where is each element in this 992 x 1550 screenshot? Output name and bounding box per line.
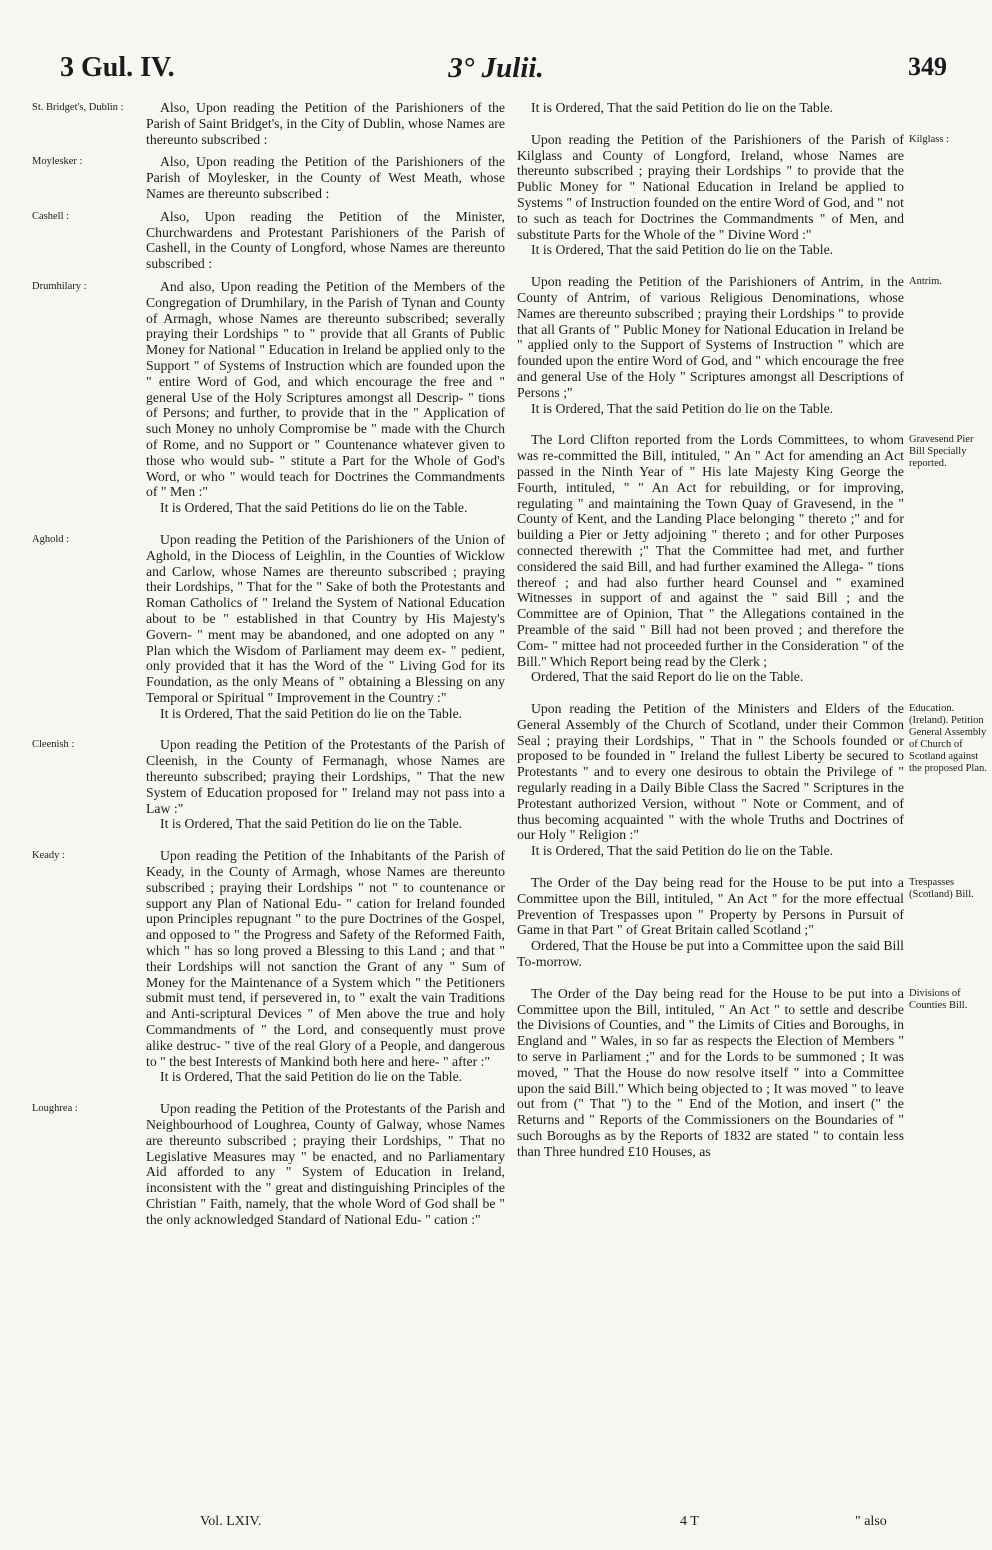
entry-text: Also, Upon reading the Petition of the Parishioners of the Parish of Saint Bridget's, in the City of Dublin, whose Names are thereunto subscribed : xyxy=(146,100,505,147)
entry-st-bridgets xyxy=(32,100,505,147)
entry-moylesker xyxy=(32,154,505,201)
margin-note: Cleenish : xyxy=(32,739,75,751)
margin-note: Kilglass : xyxy=(909,133,949,145)
entry-text: The Order of the Day being read for the House to be put into a Committee upon the Bill, intituled, " An Act " to settle and describe the Divisions of Counties, and " the Limits of Cities and Boroughs, in England and " Wales, in so far as respects the Election of Members " to serve in Parliament ;" and for the Lords to be summoned ; It was moved, " That the House do now resolve itself " into a Committee upon the said Bill." Which being objected to ; It was moved " to leave out from (" That ") to the " End of the Motion, and insert (" the Returns and " Reports of the Commissioners on the Boundaries of " such Boroughs as by the Reports of 1832 are stated " to contain less than Three hundred £10 Houses, as xyxy=(517,985,904,1159)
margin-note: Cashell : xyxy=(32,210,70,222)
right-column xyxy=(517,100,987,1176)
margin-note: Gravesend Pier Bill Specially reported. xyxy=(909,434,974,470)
entry-education-scotland xyxy=(517,701,987,859)
entry-text: The Lord Clifton reported from the Lords Committees, to whom was re-committed the Bill, intituled, " An " Act for amending an Act passed in the Ninth Year of " His late Majesty King George the Fourth, intituled, " " An Act for rebuilding, or for improving, regulating " and maintaining the Town Quay of Gravesend, in the " County of Kent, and the Landing Place belonging " thereto ;" and for building a Pier or Jetty adjoining " thereto ; and for other Purposes connected therewith ;" That the Committee had met, and further considered the said Bill, and had further examined the Allega- " tions thereof ; and had also further heard Counsel and " examined Witnesses in support of and against the " said Bill ; and the Committee are of Opinion, That " the Allegations contained in the Preamble of the said " Bill had not been proved ; and therefore the Com- " mittee had not proceeded further in the Consideration " of the Bill." Which Report being read by the Clerk ; xyxy=(517,432,904,669)
ordered-line: It is Ordered, That the said Petition do lie on the Table. xyxy=(160,705,463,721)
ordered-line: It is Ordered, That the said Petition do lie on the Table. xyxy=(531,100,834,115)
page-header-date: 3° Julii. xyxy=(448,52,544,84)
margin-note: St. Bridget's, Dublin : xyxy=(32,102,124,113)
margin-note: Trespasses (Scotland) Bill. xyxy=(909,877,974,901)
entry-drumhilary xyxy=(32,278,505,516)
entry-text: And also, Upon reading the Petition of the Members of the Congregation of Drumhilary, in the Parish of Tynan and County of Armagh, whose Names are thereunto subscribed; severally praying their Lordships " to " provide that all Grants of Public Money for National " Education in Ireland be applied only to the Support " of Systems of Instruction which are founded upon the " entire Word of God, and which encourage the free and " general Use of the Holy Scriptures amongst all Descrip- " tions of Persons; and further, to provide that in the " Application of such Money no unholy Compromise be " made with the Church of Rome, and no Support or " Countenance whatever given to those who would sub- " stitute a Part for the Whole of God's Word, or who " would teach for Doctrines the Commandments of " Men :" xyxy=(146,278,505,500)
entry-text: Upon reading the Petition of the Parishioners of the Union of Aghold, in the Diocess of Leighlin, in the Counties of Wicklow and Carlow, whose Names are thereunto subscribed ; praying their Lordships, " That for the " Sake of both the Protestants and Roman Catholics of " Ireland the System of National Education about to be " established in that Country by His Majesty's Govern- " ment may be abandoned, and one adopted on any " Plan which the Wisdom of Parliament may deem ex- " pedient, only provided that it has the Word of the " Living God for its Foundation, as the only Means of " obtaining a Blessing on any Temporal or Spiritual " Improvement in the Country :" xyxy=(146,531,505,705)
entry-text: Upon reading the Petition of the Parishioners of Antrim, in the County of Antrim, of various Religious Denominations, whose Names are thereunto subscribed ; praying their Lordships " to provide that all Grants of " Public Money for National Education in Ireland be " applied only to the Support of Systems of Instruction " which are founded upon the entire Word of God, and " which encourage the free and general Use of the Holy " Scriptures amongst all Descriptions of Persons ;" xyxy=(517,274,904,400)
margin-note: Education. (Ireland). Petition General Assembly of Church of Scotland against the proposed Plan. xyxy=(909,703,987,775)
margin-note: Drumhilary : xyxy=(32,280,87,292)
left-column xyxy=(32,100,505,1244)
entry-antrim xyxy=(517,274,942,416)
margin-note: Loughrea : xyxy=(32,1103,78,1115)
entry-text: Upon reading the Petition of the Ministers and Elders of the General Assembly of the Church of Scotland, under their Common Seal ; praying their Lordships, " That in " the Schools founded or proposed to be founded in " Ireland the fullest Liberty be secured to Protestants " and to every one desirous to obtain the Privilege of " regularly reading in a Daily Bible Class the Sacred " Scriptures in the Protestant authorized Version, without " Note or Comment, and of thus becoming acquainted " with the whole Truths and Doctrines of our Holy " Religion :" xyxy=(517,701,904,843)
ordered-line: Ordered, That the said Report do lie on the Table. xyxy=(531,669,804,685)
page-header-left: 3 Gul. IV. xyxy=(60,52,175,83)
ordered-line: It is Ordered, That the said Petitions do lie on the Table. xyxy=(160,500,468,516)
entry-text: Upon reading the Petition of the Parishioners of the Parish of Kilglass and County of Longford, Ireland, whose Names are thereunto subscribed ; praying their Lordships " to provide that the Public Money for " National Education in Ireland be applied to Systems " of Instruction founded on the entire Word of God, and " not to such as teach for Doctrines the Commandments " of Men, and substitute Parts for the Whole of the " Divine Word :" xyxy=(517,131,904,242)
entry-text: Upon reading the Petition of the Protestants of the Parish of Cleenish, in the County of Fermanagh, whose Names are thereunto subscribed; praying their Lordships, " That the new System of Education proposed for " Ireland may not pass into a Law :" xyxy=(146,737,505,816)
margin-note: Divisions of Counties Bill. xyxy=(909,987,968,1011)
ordered-line: It is Ordered, That the said Petition do lie on the Table. xyxy=(531,242,834,258)
entry-continued xyxy=(517,100,904,116)
entry-text: The Order of the Day being read for the House to be put into a Committee upon the Bill, intituled, " An Act " for the more effectual Prevention of Trespasses upon " Property by Persons in Pursuit of Game in that Part " of Great Britain called Scotland ;" xyxy=(517,875,904,938)
entry-cleenish xyxy=(32,737,505,832)
entry-aghold xyxy=(32,531,505,722)
entry-loughrea xyxy=(32,1101,505,1227)
entry-cashell xyxy=(32,208,505,272)
ordered-line: Ordered, That the House be put into a Committee upon the said Bill To-morrow. xyxy=(517,938,904,970)
entry-keady xyxy=(32,848,505,1085)
margin-note: Antrim. xyxy=(909,276,942,288)
entry-text: Upon reading the Petition of the Protestants of the Parish and Neighbourhood of Loughrea, County of Galway, whose Names are thereunto subscribed ; praying their Lordships, " That no Legislative Measures may " be enacted, and no Parliamentary Aid afforded to any " System of Education in Ireland, inconsistent with the " great and distinguishing Principles of the Christian " Faith, namely, that the whole Word of God shall be " the only acknowledged Standard of National Edu- " cation :" xyxy=(146,1101,505,1227)
page-number: 349 xyxy=(908,52,947,81)
signature-mark: 4 T xyxy=(680,1514,699,1529)
entry-divisions xyxy=(517,985,968,1160)
entry-kilglass xyxy=(517,131,949,258)
ordered-line: It is Ordered, That the said Petition do lie on the Table. xyxy=(160,1069,463,1085)
entry-text: Also, Upon reading the Petition of the Parishioners of the Parish of Moylesker, in the County of West Meath, whose Names are thereunto subscribed : xyxy=(146,154,505,201)
catchword: " also xyxy=(855,1514,887,1529)
entry-trespasses xyxy=(517,875,974,970)
ordered-line: It is Ordered, That the said Petition do lie on the Table. xyxy=(531,400,834,416)
entry-gravesend xyxy=(517,432,974,685)
volume-footer: Vol. LXIV. xyxy=(200,1514,262,1529)
entry-text: Upon reading the Petition of the Inhabitants of the Parish of Keady, in the County of Armagh, whose Names are thereunto subscribed ; praying their Lordships " not " to countenance or support any Plan of National Edu- " cation for Ireland founded upon Principles repugnant " to the pure Doctrines of the Gospel, and opposed to " the Progress and Safety of the Reformed Faith, which " has so long proved a Blessing to this Land ; and that " their Lordships will not sanction the Grant of any " Sum of Money for the Maintenance of a System which " the Petitioners submit must tend, if persevered in, to " exalt the vain Traditions and Anti-scriptural Devices " of Men above the true and holy Commandments of " the Lord, and consequently must prove alike destruc- " tive of the real Glory of a People, and dangerous to " the best Interests of Mankind both here and here- " after :" xyxy=(146,848,505,1069)
margin-note: Moylesker : xyxy=(32,156,83,168)
ordered-line: It is Ordered, That the said Petition do lie on the Table. xyxy=(531,843,834,859)
ordered-line: It is Ordered, That the said Petition do lie on the Table. xyxy=(160,816,463,832)
margin-note: Aghold : xyxy=(32,533,70,545)
entry-text: Also, Upon reading the Petition of the Minister, Churchwardens and Protestant Parishioners of the Parish of Cashell, in the County of Longford, whose Names are thereunto subscribed : xyxy=(146,208,505,272)
margin-note: Keady : xyxy=(32,850,65,862)
